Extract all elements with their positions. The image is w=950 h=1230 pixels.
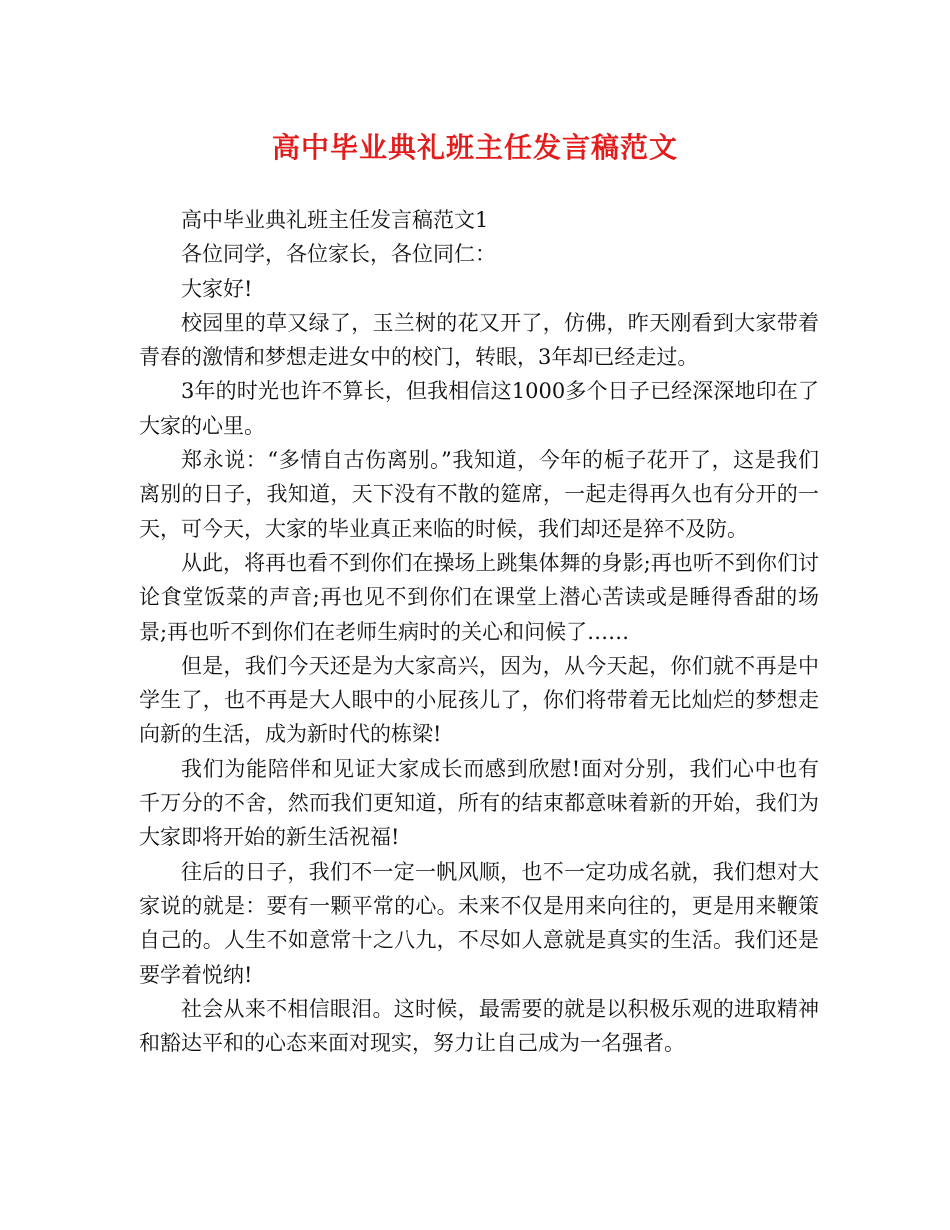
paragraph-greeting: 大家好! [181, 276, 253, 301]
paragraph: 往后的日子，我们不一定一帆风顺，也不一定功成名就，我们想对大家说的就是：要有一颗平常的心。未来不仅是用来向往的，更是用来鞭策自己的。人生不如意常十之八九，不尽如人意就是真实的生活。我们还是要学着悦纳! [139, 859, 819, 987]
paragraph: 从此，将再也看不到你们在操场上跳集体舞的身影;再也听不到你们讨论食堂饭菜的声音;再也见不到你们在课堂上潜心苦读或是睡得香甜的场景;再也听不到你们在老师生病时的关心和问候了…… [139, 550, 819, 644]
paragraph: 社会从来不相信眼泪。这时候，最需要的就是以积极乐观的进取精神和豁达平和的心态来面对现实，努力让自己成为一名强者。 [139, 996, 819, 1056]
paragraph-subtitle: 高中毕业典礼班主任发言稿范文1 [181, 208, 489, 232]
paragraph: 3年的时光也许不算长，但我相信这1000多个日子已经深深地印在了大家的心里。 [139, 379, 819, 438]
paragraph: 但是，我们今天还是为大家高兴，因为，从今天起，你们就不再是中学生了，也不再是大人眼中的小屁孩儿了，你们将带着无比灿烂的梦想走向新的生活，成为新时代的栋梁! [139, 653, 819, 747]
paragraph: 我们为能陪伴和见证大家成长而感到欣慰!面对分别，我们心中也有千万分的不舍，然而我们更知道，所有的结束都意味着新的开始，我们为大家即将开始的新生活祝福! [139, 756, 819, 850]
paragraph: 校园里的草又绿了，玉兰树的花又开了，仿佛，昨天刚看到大家带着青春的激情和梦想走进女中的校门，转眼，3年却已经走过。 [139, 310, 819, 370]
paragraph: 郑永说：“多情自古伤离别。”我知道，今年的栀子花开了，这是我们离别的日子，我知道，天下没有不散的筵席，一起走得再久也有分开的一天，可今天，大家的毕业真正来临的时候，我们却还是猝不及防。 [139, 448, 819, 541]
document-title: 高中毕业典礼班主任发言稿范文 [271, 131, 678, 164]
paragraph-salutation: 各位同学，各位家长，各位同仁： [181, 242, 496, 267]
document-body [139, 203, 819, 1060]
